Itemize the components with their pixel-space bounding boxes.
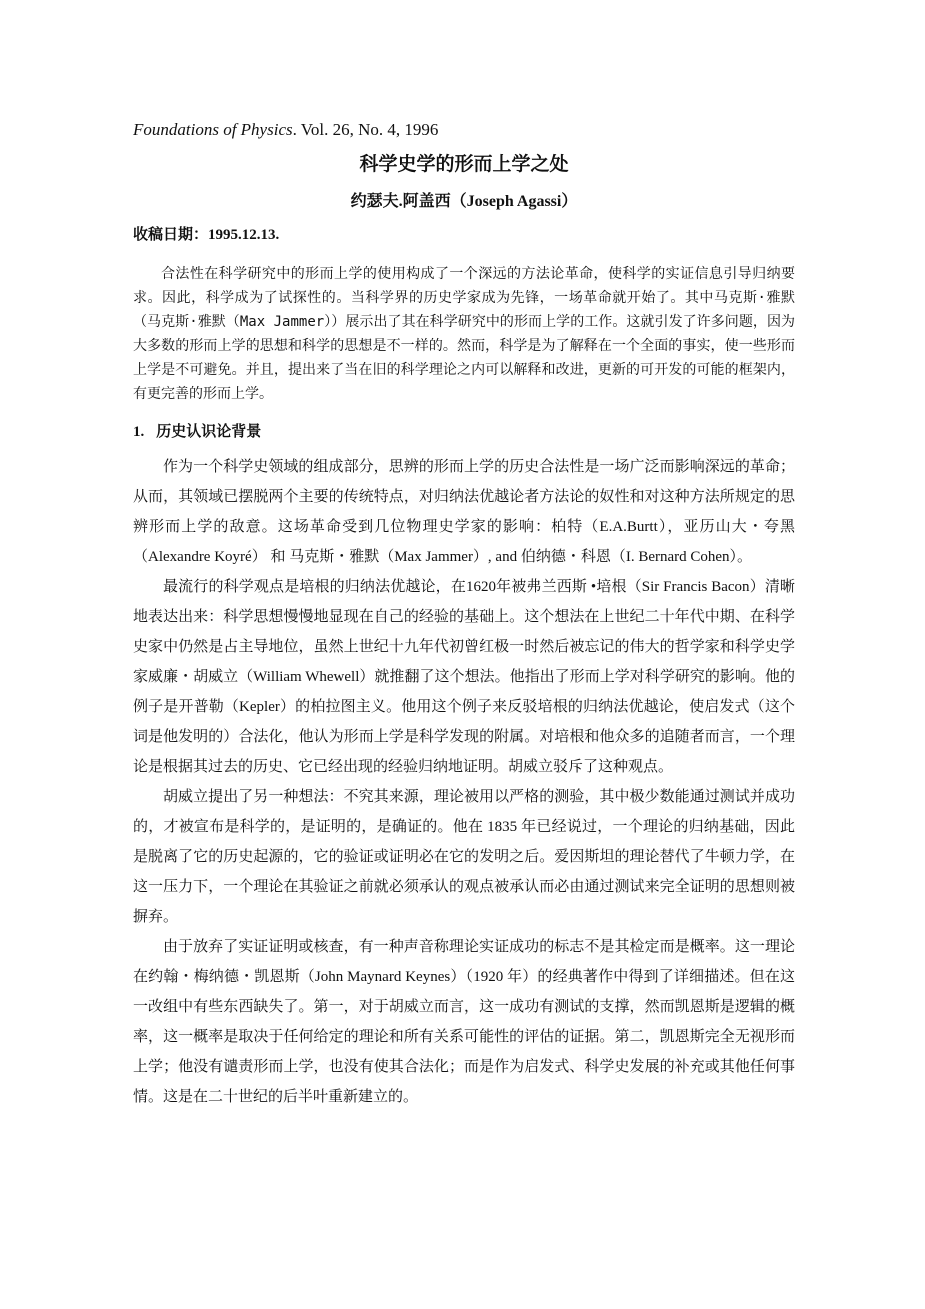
body-paragraph-3: 胡威立提出了另一种想法：不究其来源，理论被用以严格的测验，其中极少数能通过测试并成功的，才被宣布是科学的，是证明的，是确证的。他在 1835 年已经说过，一个理论的归纳基础，因此是脱离了它的历史起源的，它的验证或证明必在它的发明之后。爱因斯坦的理论替代了牛顿力学，在这一压力下，一个理论在其验证之前就必须承认的观点被承认而必由通过测试来完全证明的思想则被摒弃。 — [133, 789, 795, 925]
body-paragraph-4: 由于放弃了实证证明或核查，有一种声音称理论实证成功的标志不是其检定而是概率。这一理论在约翰・梅纳德・凯恩斯（John Maynard Keynes）（1920 年）的经典著作中得到了详细描述。但在这一改组中有些东西缺失了。第一，对于胡威立而言，这一成功有测试的支撑，然而凯恩斯是逻辑的概率，这一概率是取决于任何给定的理论和所有关系可能性的评估的证据。第二，凯恩斯完全无视形而上学；他没有谴责形而上学，也没有使其合法化；而是作为启发式、科学史发展的补充或其他任何事情。这是在二十世纪的后半叶重新建立的。 — [133, 939, 795, 1105]
body-paragraph-2: 最流行的科学观点是培根的归纳法优越论，在1620年被弗兰西斯 •培根（Sir Francis Bacon）清晰地表达出来：科学思想慢慢地显现在自己的经验的基础上。这个想法在上世纪二十年代中期、在科学史家中仍然是占主导地位，虽然上世纪十九年代初曾红极一时然后被忘记的伟大的哲学家和科学史学家威廉・胡威立（William Whewell）就推翻了这个想法。他指出了形而上学对科学研究的影响。他的例子是开普勒（Kepler）的柏拉图主义。他用这个例子来反驳培根的归纳法优越论，使启发式（这个词是他发明的）合法化，他认为形而上学是科学发现的附属。对培根和他众多的追随者而言，一个理论是根据其过去的历史、它已经出现的经验归纳地证明。胡威立驳斥了这种观点。 — [133, 579, 795, 775]
journal-citation — [133, 118, 795, 142]
article-author: 约瑟夫.阿盖西（Joseph Agassi） — [350, 193, 578, 210]
abstract: 合法性在科学研究中的形而上学的使用构成了一个深远的方法论革命，使科学的实证信息引导归纳要求。因此，科学成为了试探性的。当科学界的历史学家成为先锋，一场革命就开始了。其中马克斯·雅默（马克斯·雅默（Max Jammer））展示出了其在科学研究中的形而上学的工作。这就引发了许多问题，因为大多数的形而上学的思想和科学的思想是不一样的。然而，科学是为了解释在一个全面的事实，使一些形而上学是不可避免。并且，提出来了当在旧的科学理论之内可以解释和改进，更新的可开发的可能的框架内，有更完善的形而上学。 — [133, 266, 795, 402]
section-heading — [133, 420, 795, 444]
article-title: 科学史学的形而上学之处 — [359, 153, 569, 175]
received-date: 收稿日期：1995.12.13. — [133, 227, 280, 243]
document-page — [133, 118, 795, 1112]
section-title: 历史认识论背景 — [156, 424, 262, 440]
section-number: 1. — [133, 424, 145, 440]
journal-name: Foundations of Physics — [133, 120, 293, 139]
journal-details: . Vol. 26, No. 4, 1996 — [292, 120, 439, 139]
body-paragraph-1: 作为一个科学史领域的组成部分，思辨的形而上学的历史合法性是一场广泛而影响深远的革命；从而，其领域已摆脱两个主要的传统特点，对归纳法优越论者方法论的奴性和对这种方法所规定的思辨形而上学的敌意。这场革命受到几位物理史学家的影响：柏特（E.A.Burtt），亚历山大・夸黑（Alexandre Koyré） 和 马克斯・雅默（Max Jammer）, and 伯纳德・科恩（I. Bernard Cohen）。 — [133, 459, 795, 565]
